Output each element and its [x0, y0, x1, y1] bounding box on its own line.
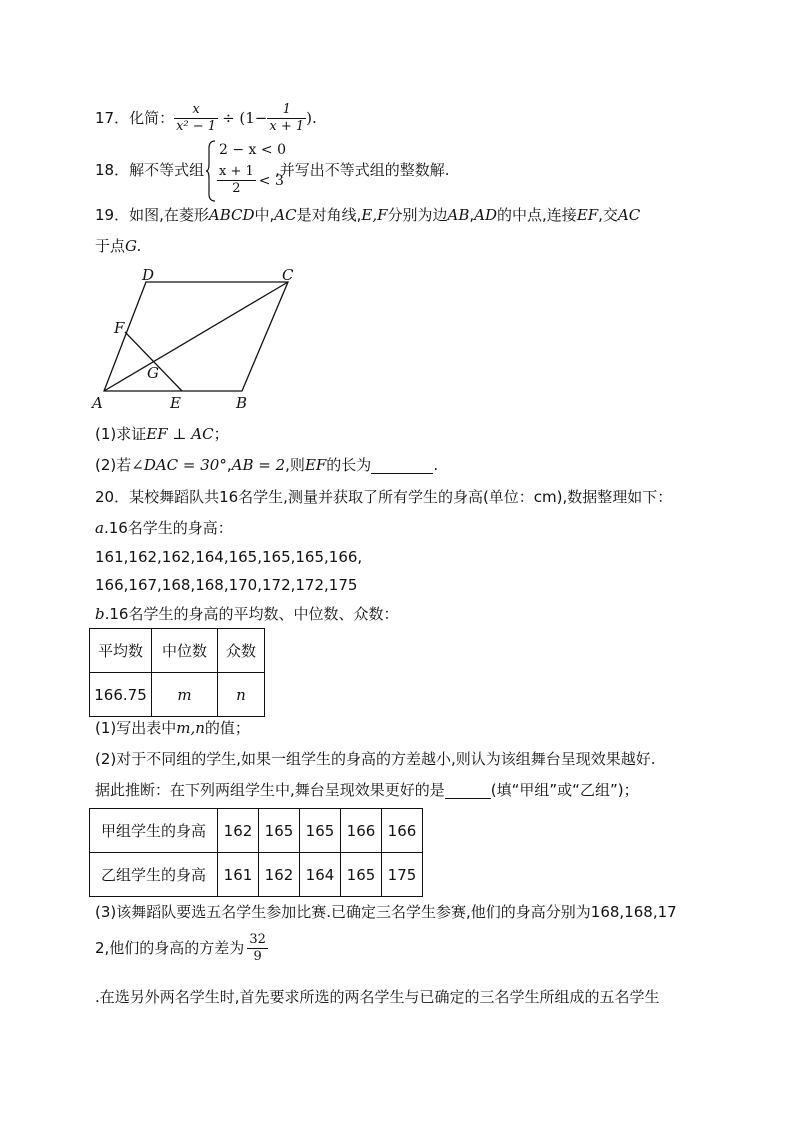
q18-inequality-1: 2 − x < 0 — [219, 142, 286, 158]
group-row-yi: 乙组学生的身高 161 162 164 165 175 — [90, 853, 423, 897]
q19-line-2: 于点G. — [95, 237, 142, 255]
label-c: C — [282, 266, 294, 284]
stats-header-median: 中位数 — [152, 629, 218, 673]
segment-ef — [125, 332, 182, 391]
q20-part-3-line-1: (3)该舞蹈队要选五名学生参加比赛.已确定三名学生参赛,他们的身高分别为168,168,17 — [95, 903, 677, 921]
q20-a-heading: a.16名学生的身高： — [95, 519, 233, 537]
q17-divide: ÷ (1− — [222, 108, 268, 127]
diagonal-ac — [104, 282, 288, 391]
q20-data-line-2: 166,167,168,168,170,172,172,175 — [95, 576, 358, 594]
stats-header-mode: 众数 — [218, 629, 265, 673]
stats-value-median: m — [152, 673, 218, 717]
label-d: D — [142, 266, 155, 284]
q19-line-1: 19．如图,在菱形ABCD中,AC是对角线,E,F分别为边AB,AD的中点,连接EF,交AC — [95, 206, 641, 224]
group-table — [89, 808, 423, 897]
q17 — [95, 100, 317, 136]
answer-blank-q20[interactable] — [445, 783, 491, 799]
stats-header-mean: 平均数 — [90, 629, 152, 673]
group-label-jia: 甲组学生的身高 — [90, 809, 218, 853]
q17-number: 17．化简： — [95, 108, 175, 127]
q18-brace — [205, 140, 217, 202]
group-label-yi: 乙组学生的身高 — [90, 853, 218, 897]
q17-fraction-2: $\frac{1}{x + 1}$ — [269, 101, 305, 134]
answer-blank-q19[interactable] — [371, 458, 433, 474]
q18-fraction: $\frac{x + 1}{2}$ — [219, 164, 254, 196]
q19-part-1: (1)求证EF ⊥ AC； — [95, 425, 229, 443]
q20-part-3-line-3: .在选另外两名学生时,首先要求所选的两名学生与已确定的三名学生所组成的五名学生 — [95, 988, 660, 1006]
stats-table — [89, 628, 265, 717]
q18-tail: ,并写出不等式组的整数解. — [275, 161, 450, 179]
q17-tail: ). — [306, 108, 317, 127]
q20-data-line-1: 161,162,162,164,165,165,165,166, — [95, 548, 363, 566]
q18-inequality-2: $\frac{x + 1}{2}$ < 3 — [219, 164, 284, 196]
q20-part-1: (1)写出表中m,n的值； — [95, 719, 250, 737]
q19-part-2: (2)若∠DAC = 30°,AB = 2,则EF的长为 . — [95, 456, 439, 474]
label-b: B — [236, 394, 248, 412]
q20-part-3-line-2: 2,他们的身高的方差为 $\frac{32}{9}$ — [95, 932, 266, 964]
q17-fraction-1: $\frac{x}{\text{x² − 1}}$ — [176, 101, 217, 134]
q20-part-2-line-2: 据此推断：在下列两组学生中,舞台呈现效果更好的是 (填“甲组”或“乙组”)； — [95, 781, 639, 799]
stats-value-mode: n — [218, 673, 265, 717]
group-row-jia: 甲组学生的身高 162 165 165 166 166 — [90, 809, 423, 853]
label-g: G — [147, 364, 159, 382]
variance-fraction: $\frac{32}{9}$ — [249, 932, 266, 964]
label-f: F — [114, 319, 125, 337]
stats-value-mean: 166.75 — [90, 673, 152, 717]
label-a: A — [92, 394, 103, 412]
q18-number: 18．解不等式组 — [95, 161, 205, 179]
rhombus-figure — [88, 262, 308, 412]
q20-b-heading: b.16名学生的身高的平均数、中位数、众数： — [95, 605, 399, 623]
label-e: E — [170, 394, 181, 412]
q20-intro: 20．某校舞蹈队共16名学生,测量并获取了所有学生的身高(单位：cm),数据整理如下： — [95, 488, 673, 506]
q20-part-2-line-1: (2)对于不同组的学生,如果一组学生的身高的方差越小,则认为该组舞台呈现效果越好. — [95, 750, 656, 768]
